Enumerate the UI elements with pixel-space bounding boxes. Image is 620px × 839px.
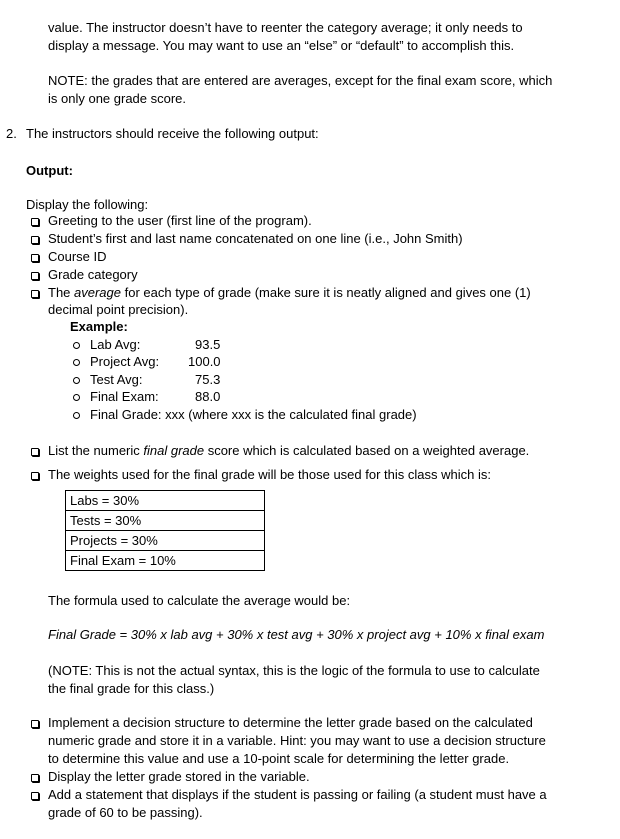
weight-cell: Labs = 30% <box>66 491 265 511</box>
example-value: 88.0 <box>195 389 221 404</box>
checkbox-bullet-icon <box>31 254 39 262</box>
formula-note-line-1: (NOTE: This is not the actual syntax, this is the logic of the formula to use to calculate <box>48 663 540 678</box>
formula-intro: The formula used to calculate the average would be: <box>48 593 351 608</box>
table-row <box>66 491 265 511</box>
table-row <box>66 511 265 531</box>
bullet-display-letter: Display the letter grade stored in the variable. <box>48 769 310 784</box>
bullet-numeric-final: List the numeric final grade score which is calculated based on a weighted average. <box>48 443 530 458</box>
formula-note-line-2: the final grade for this class.) <box>48 681 215 696</box>
checkbox-bullet-icon <box>31 448 39 456</box>
checkbox-bullet-icon <box>31 792 39 800</box>
note-line-1: NOTE: the grades that are entered are averages, except for the final exam score, which <box>48 73 553 88</box>
intro-line-1: value. The instructor doesn’t have to reenter the category average; it only needs to <box>48 20 523 35</box>
item-text: The instructors should receive the following output: <box>26 126 319 141</box>
item-number: 2. <box>6 126 17 141</box>
example-value: 93.5 <box>195 337 221 352</box>
note-line-2: is only one grade score. <box>48 91 187 106</box>
circle-bullet-icon <box>73 377 80 384</box>
weight-cell: Tests = 30% <box>66 511 265 531</box>
table-row <box>66 551 265 571</box>
example-label: Final Exam: <box>90 389 159 404</box>
bullet-passing-line-1: Add a statement that displays if the student is passing or failing (a student must have a <box>48 787 547 802</box>
weight-cell: Final Exam = 10% <box>66 551 265 571</box>
output-heading: Output: <box>26 163 73 178</box>
checkbox-bullet-icon <box>31 236 39 244</box>
circle-bullet-icon <box>73 394 80 401</box>
bullet-weights: The weights used for the final grade will be those used for this class which is: <box>48 467 491 482</box>
example-value: 75.3 <box>195 372 221 387</box>
example-label: Project Avg: <box>90 354 160 369</box>
circle-bullet-icon <box>73 342 80 349</box>
checkbox-bullet-icon <box>31 218 39 226</box>
bullet-course-id: Course ID <box>48 249 107 264</box>
bullet-decision-line-1: Implement a decision structure to determine the letter grade based on the calculated <box>48 715 533 730</box>
example-final-grade: Final Grade: xxx (where xxx is the calculated final grade) <box>90 407 417 422</box>
bullet-passing-line-2: grade of 60 to be passing). <box>48 805 203 820</box>
checkbox-bullet-icon <box>31 290 39 298</box>
example-value: 100.0 <box>188 354 221 369</box>
circle-bullet-icon <box>73 359 80 366</box>
bullet-average-line-2: decimal point precision). <box>48 302 189 317</box>
formula-text: Final Grade = 30% x lab avg + 30% x test avg + 30% x project avg + 10% x final exam <box>48 627 545 642</box>
weight-cell: Projects = 30% <box>66 531 265 551</box>
checkbox-bullet-icon <box>31 774 39 782</box>
example-heading: Example: <box>70 319 128 334</box>
circle-bullet-icon <box>73 412 80 419</box>
checkbox-bullet-icon <box>31 472 39 480</box>
bullet-grade-category: Grade category <box>48 267 138 282</box>
example-label: Test Avg: <box>90 372 143 387</box>
intro-line-2: display a message. You may want to use an “else” or “default” to accomplish this. <box>48 38 515 53</box>
weights-table <box>65 490 265 571</box>
table-row <box>66 531 265 551</box>
bullet-greeting: Greeting to the user (first line of the program). <box>48 213 312 228</box>
example-label: Lab Avg: <box>90 337 141 352</box>
checkbox-bullet-icon <box>31 272 39 280</box>
checkbox-bullet-icon <box>31 720 39 728</box>
bullet-decision-line-2: numeric grade and store it in a variable. Hint: you may want to use a decision structure <box>48 733 546 748</box>
bullet-average: The average for each type of grade (make sure it is neatly aligned and gives one (1) <box>48 285 531 300</box>
bullet-name: Student’s first and last name concatenated on one line (i.e., John Smith) <box>48 231 463 246</box>
bullet-decision-line-3: to determine this value and use a 10-point scale for determining the letter grade. <box>48 751 510 766</box>
display-heading: Display the following: <box>26 197 149 212</box>
